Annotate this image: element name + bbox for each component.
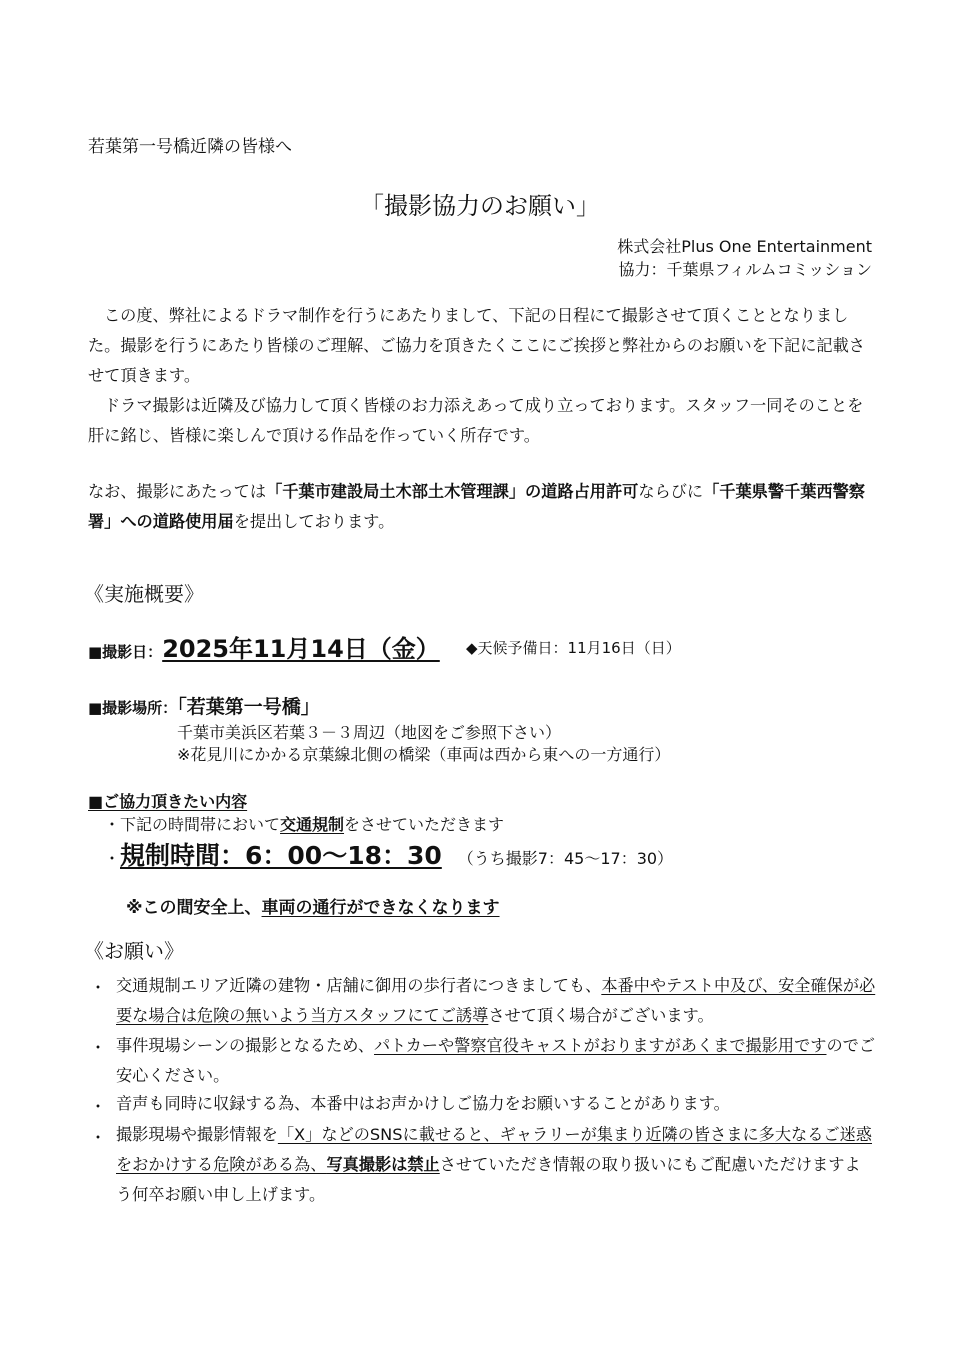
- request-item-2: [116, 1031, 876, 1091]
- photo-prohibited: 写真撮影は禁止: [326, 1155, 440, 1174]
- cooperation-heading: ■ご協力頂きたい内容: [88, 792, 248, 811]
- safety-warning: [126, 893, 500, 918]
- bullet-3: ・: [90, 1097, 107, 1116]
- permit-road-use: 「千葉県警千葉西警察署」への道路使用届: [88, 482, 865, 531]
- permit-text-3: を提出しております。: [233, 512, 395, 531]
- cooperation-credit: 協力：千葉県フィルムコミッション: [618, 260, 872, 279]
- reserve-date: ◆天候予備日：11月16日（日）: [466, 639, 681, 657]
- traffic-regulation: 交通規制: [280, 815, 345, 834]
- request-4-text-a: 撮影現場や撮影情報を: [116, 1125, 278, 1144]
- safety-warning-text: ※この間安全上、: [126, 898, 262, 918]
- request-1-text-a: 交通規制エリア近隣の建物・店舗に御用の歩行者につきましても、: [116, 976, 602, 995]
- shoot-date-label: ■撮影日：: [88, 643, 163, 661]
- regulation-time-row: [104, 836, 673, 872]
- addressee: 若葉第一号橋近隣の皆様へ: [88, 137, 292, 157]
- company-name: 株式会社Plus One Entertainment: [617, 237, 872, 256]
- shooting-time-note: （うち撮影7：45～17：30）: [457, 849, 674, 868]
- bullet-4: ・: [90, 1128, 107, 1147]
- request-item-1: [116, 971, 876, 1031]
- regulation-time: 規制時間：6：00～18：30: [120, 841, 442, 870]
- intro-paragraph-1: この度、弊社によるドラマ制作を行うにあたりまして、下記の日程にて撮影させて頂くこととなりました。撮影を行うにあたり皆様のご理解、ご協力を頂きたくここにご挨拶と弊社からのお願いを下記に記載させて頂きます。: [88, 306, 865, 385]
- shoot-place-value: 「若葉第一号橋」: [177, 696, 320, 718]
- overview-heading: 《実施概要》: [84, 582, 204, 606]
- shoot-date-value: 2025年11月14日（金）: [162, 635, 440, 663]
- request-item-3: 音声も同時に収録する為、本番中はお声かけしご協力をお願いすることがあります。: [116, 1094, 730, 1113]
- permit-text-1: なお、撮影にあたっては: [88, 482, 267, 501]
- request-2-underlined: パトカーや警察官役キャストがおりますがあくまで撮影用です: [374, 1036, 827, 1055]
- request-1-underlined: 本番中やテスト中及び、安全確保が必要な場合は危険の無いよう当方スタッフにてご誘導: [116, 976, 876, 1025]
- shoot-place-label: ■撮影場所：: [88, 699, 178, 717]
- cooperation-text-1: ・下記の時間帯において: [104, 815, 281, 834]
- bullet-1: ・: [90, 978, 107, 997]
- vehicle-closure: 車両の通行ができなくなります: [261, 898, 500, 918]
- request-4-text-d: させていただき情報の取り扱いにもご配慮いただけますよう何卒お願い申し上げます。: [116, 1155, 861, 1204]
- intro-paragraph-3: [88, 477, 874, 537]
- shoot-place-row: [88, 692, 320, 719]
- intro-paragraph-2: ドラマ撮影は近隣及び協力して頂く皆様のお力添えあって成り立っております。スタッフ一同そのことを肝に銘じ、皆様に楽しんで頂ける作品を作っていく所存です。: [88, 396, 864, 445]
- shoot-place-note: ※花見川にかかる京葉線北側の橋梁（車両は西から東への一方通行）: [177, 745, 671, 764]
- request-1-text-c: させて頂く場合がございます。: [488, 1006, 714, 1025]
- shoot-date-row: [88, 629, 440, 664]
- request-2-text-a: 事件現場シーンの撮影となるため、: [116, 1036, 375, 1055]
- permit-road-occupancy: 「千葉市建設局土木部土木管理課」の道路占用許可: [266, 482, 639, 501]
- request-2-text-c: のでご安心ください。: [116, 1036, 876, 1085]
- requests-heading: 《お願い》: [84, 939, 184, 963]
- regulation-dot: ・: [104, 849, 121, 868]
- cooperation-text-2: をさせていただきます: [344, 815, 505, 834]
- cooperation-line: [104, 812, 504, 835]
- request-item-4: [116, 1120, 876, 1210]
- permit-text-2: ならびに: [638, 482, 704, 501]
- page-title: 「撮影協力のお願い」: [360, 192, 600, 220]
- bullet-2: ・: [90, 1038, 107, 1057]
- shoot-place-address: 千葉市美浜区若葉３－３周辺（地図をご参照下さい）: [177, 723, 562, 742]
- request-4-underlined: 「X」などのSNSに載せると、ギャラリーが集まり近隣の皆さまに多大なるご迷惑をおかけする危険がある為、: [116, 1125, 872, 1174]
